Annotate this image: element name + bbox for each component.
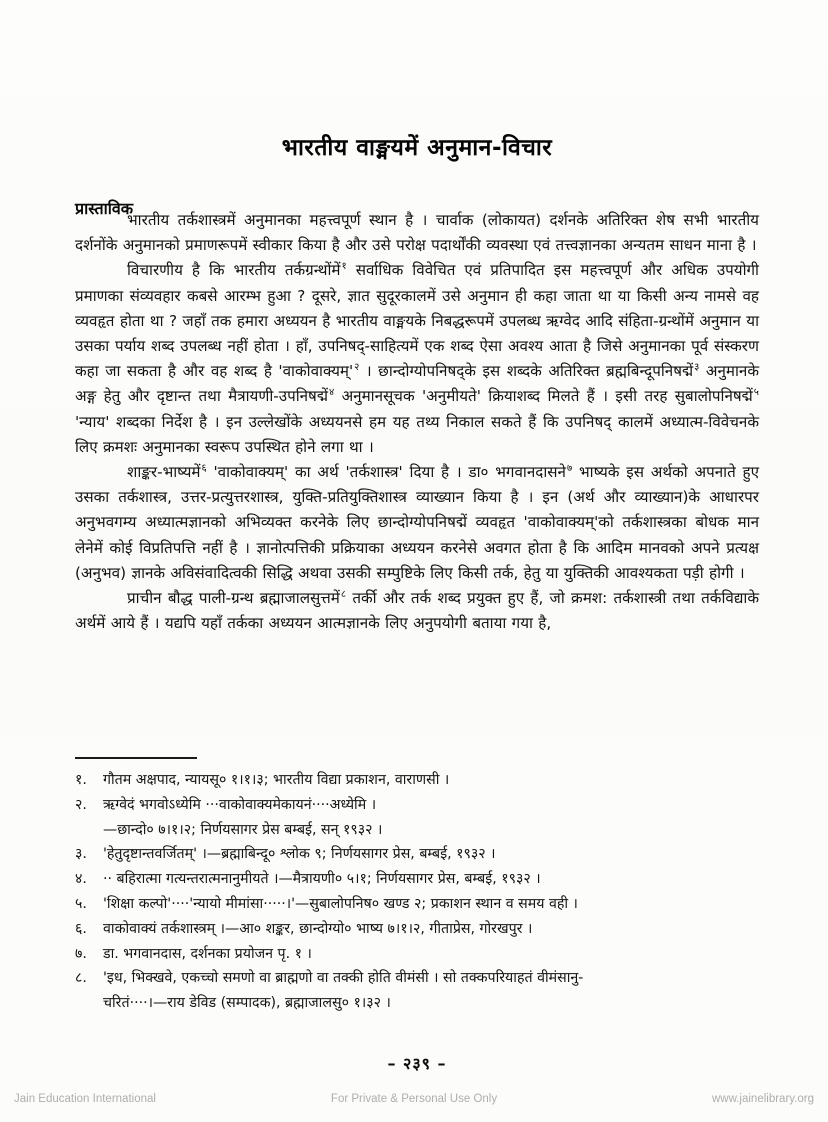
footnote-item <box>75 867 759 892</box>
paragraph-1-text: भारतीय तर्कशास्त्रमें अनुमानका महत्त्वपूर्ण स्थान है । चार्वाक (लोकायत) दर्शनके अतिरिक्त शेष सभी भारतीय दर्शनोंके अनुमानको प्रमाणरूपमें स्वीकार किया है और उसे परोक्ष पदार्थोंकी व्यवस्था एवं तत्त्वज्ञानका अन्यतम साधन माना है । <box>75 211 759 255</box>
footnote-item <box>75 793 759 818</box>
footnote-text: 'इध, भिक्खवे, एकच्चो समणो वा ब्राह्मणो वा तक्की होति वीमंसी । सो तक्कपरियाहतं वीमंसानु- <box>103 970 584 987</box>
footnote-ref-1[interactable]: १ <box>341 261 347 273</box>
paragraph-1 <box>75 208 759 258</box>
footnote-item <box>75 768 759 793</box>
paragraph-2-part-4: अनुमानके अङ्ग हेतु और दृष्टान्त तथा मैत्रायणी-उपनिषद्में <box>75 362 759 406</box>
paragraph-3-part-2: 'वाकोवाक्यम्' का अर्थ 'तर्कशास्त्र' दिया है । डा० भगवानदासने <box>206 463 566 482</box>
footnote-continuation: —छान्दो० ७।१।२; निर्णयसागर प्रेस बम्बई, सन् १९३२ । <box>103 821 383 838</box>
footnote-number: ४. <box>75 871 87 888</box>
paragraph-2 <box>75 258 759 460</box>
paragraph-3-part-1: शाङ्कर-भाष्यमें <box>127 463 201 482</box>
footer-center-text: For Private & Personal Use Only <box>330 1093 498 1105</box>
footnote-text: 'शिक्षा कल्पो'····'न्यायो मीमांसा·····।'—सुबालोपनिष० खण्ड २; प्रकाशन स्थान व समय वही । <box>103 895 578 912</box>
footer-right-link[interactable]: www.jainelibrary.org <box>711 1093 814 1105</box>
section-heading-prastavik: प्रास्ताविक <box>75 199 134 219</box>
footnote-number: ५. <box>75 895 87 912</box>
footnote-ref-5[interactable]: ५ <box>753 387 759 399</box>
footnote-text: 'हेतुदृष्टान्तवर्जितम्' ।—ब्रह्माबिन्दू० श्लोक ९; निर्णयसागर प्रेस, बम्बई, १९३२ । <box>103 846 496 863</box>
footnote-number: ६. <box>75 920 87 937</box>
footnote-text: डा. भगवानदास, दर्शनका प्रयोजन पृ. १ । <box>103 945 312 962</box>
footer-left-text: Jain Education International <box>14 1093 156 1105</box>
page-number: – २३९ – <box>387 1054 447 1073</box>
footnote-number: १. <box>75 772 87 788</box>
footnote-ref-8[interactable]: ८ <box>340 588 347 600</box>
footnote-item <box>75 892 759 917</box>
footnote-item <box>75 842 759 867</box>
footnote-number: ७. <box>75 945 87 962</box>
footnote-ref-6[interactable]: ६ <box>201 462 207 474</box>
paragraph-4-part-2: तर्की और तर्क शब्द प्रयुक्त हुए हैं, जो क्रमश: तर्कशास्त्री तथा तर्कविद्याके अर्थमें आये हैं । यद्यपि यहाँ तर्कका अध्ययन आत्मज्ञानके लिए अनुपयोगी बताया गया है, <box>75 589 759 633</box>
footnote-ref-2[interactable]: २ <box>354 362 360 374</box>
footnote-text: ·· बहिरात्मा गत्यन्तरात्मनानुमीयते ।—मैत्रायणी० ५।१; निर्णयसागर प्रेस, बम्बई, १९३२ । <box>103 871 541 888</box>
paragraph-4-part-1: प्राचीन बौद्ध पाली-ग्रन्थ ब्रह्माजालसुत्तमें <box>127 589 340 608</box>
footnote-number: ८. <box>75 970 87 987</box>
footnote-ref-3[interactable]: ३ <box>694 362 700 374</box>
paragraph-2-part-6: 'न्याय' शब्दका निर्देश है । इन उल्लेखोंके अध्ययनसे हम यह तथ्य निकाल सकते हैं कि उपनिषद् कालमें अध्यात्म-विवेचनके लिए क्रमशः अनुमानका स्वरूप उपस्थित होने लगा था । <box>75 412 759 456</box>
paragraph-2-part-1: विचारणीय है कि भारतीय तर्कग्रन्थोंमें <box>127 261 341 280</box>
footnote-continuation: चरितं····।—राय डेविड (सम्पादक), ब्रह्माजालसु० १।३२ । <box>103 995 391 1012</box>
footnote-separator-rule <box>75 757 197 759</box>
footnotes-list <box>75 768 759 1016</box>
footnote-number: ३. <box>75 846 87 863</box>
page-title: भारतीय वाङ्मयमें अनुमान-विचार <box>281 135 553 161</box>
footnote-item <box>75 966 759 991</box>
footnote-item <box>75 917 759 942</box>
footnote-text: ऋग्वेदं भगवोऽध्येमि ···वाकोवाक्यमेकायनं····अध्येमि । <box>103 796 377 813</box>
paragraph-4 <box>75 586 759 636</box>
footnote-text: गौतम अक्षपाद, न्यायसू० १।१।३; भारतीय विद्या प्रकाशन, वाराणसी । <box>103 772 450 788</box>
footnote-ref-4[interactable]: ४ <box>328 387 335 399</box>
paragraph-2-part-5: अनुमानसूचक 'अनुमीयते' क्रियाशब्द मिलते हैं । इसी तरह सुबालोपनिषद्में <box>334 387 753 406</box>
paragraph-3 <box>75 460 759 586</box>
paragraph-3-part-3: भाष्यके इस अर्थको अपनाते हुए उसका तर्कशास्त्र, उत्तर-प्रत्युत्तरशास्त्र, युक्ति-प्रतियुक्तिशास्त्र व्याख्यान किया है । इन (अर्थ और व्याख्यान)के आधारपर अनुभवगम्य अध्यात्मज्ञानको अभिव्यक्त करनेके लिए छान्दोग्योपनिषद्में व्यवहृत 'वाकोवाक्यम्'को तर्कशास्त्रका बोधक मान लेनेमें कोई विप्रतिपत्ति नहीं है । ज्ञानोत्पत्तिकी प्रक्रियाका अध्ययन करनेसे अवगत होता है कि आदिम मानवको अपने प्रत्यक्ष (अनुभव) ज्ञानके अविसंवादित्वकी सिद्धि अथवा उसकी सम्पुष्टिके लिए किसी तर्क, हेतु या युक्तिकी आवश्यकता पड़ी होगी । <box>75 463 759 582</box>
body-text-block <box>75 208 759 636</box>
page-footer <box>0 1090 828 1108</box>
footnote-ref-7[interactable]: ७ <box>566 462 573 474</box>
paragraph-2-part-3: । छान्दोग्योपनिषद्के इस शब्दके अतिरिक्त ब्रह्मबिन्दूपनिषद्में <box>359 362 694 381</box>
footnote-number: २. <box>75 796 87 813</box>
paragraph-2-part-2: सर्वाधिक विवेचित एवं प्रतिपादित इस महत्त्वपूर्ण और अधिक उपयोगी प्रमाणका संव्यवहार कबसे आरम्भ हुआ ? दूसरे, ज्ञात सुदूरकालमें उसे अनुमान ही कहा जाता था या किसी अन्य नामसे वह व्यवहृत होता था ? जहाँ तक हमारा अध्ययन है भारतीय वाङ्मयके निबद्धरूपमें उपलब्ध ऋग्वेद आदि संहिता-ग्रन्थोंमें अनुमान या उसका पर्याय शब्द उपलब्ध नहीं होता । हाँ, उपनिषद्-साहित्यमें एक शब्द ऐसा अवश्य आता है जिसे अनुमानका पूर्व संस्करण कहा जा सकता है और वह शब्द है 'वाकोवाक्यम्' <box>75 261 759 381</box>
footnote-item <box>75 942 759 967</box>
footnote-text: वाकोवाक्यं तर्कशास्त्रम् ।—आ० शङ्कर, छान्दोग्यो० भाष्य ७।१।२, गीताप्रेस, गोरखपुर । <box>103 920 533 937</box>
